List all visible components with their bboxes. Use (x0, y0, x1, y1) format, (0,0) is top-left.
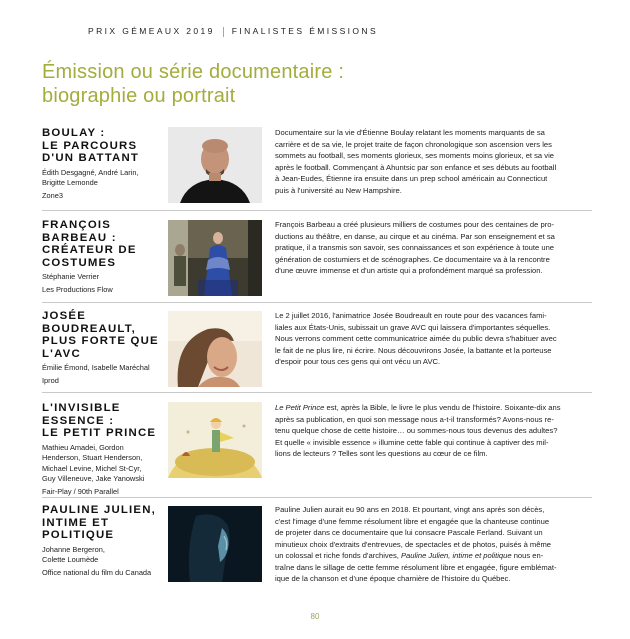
entry-producer: Office national du film du Canada (42, 567, 152, 577)
description-line: pratique, il a transmis son savoir, ses connaissances et son expérience à toute une (275, 243, 555, 252)
description-line: le fait de ne plus lire, ni écrire. Nous découvrirons Josée, la battante et la porteuse (275, 345, 552, 355)
portrait-woman-dark-profile-icon (168, 506, 262, 582)
category-title-line-1: Émission ou série documentaire : (42, 61, 345, 83)
description-line: d'une œuvre immense et d'un artiste qui a profondément marqué sa profession. (275, 266, 543, 275)
entry-title-line: COSTUMES (42, 256, 117, 269)
category-title (42, 60, 344, 108)
entry-title (42, 504, 166, 542)
theatre-stage-costume-icon (168, 220, 262, 296)
entry-title-line: L'INVISIBLE (42, 402, 121, 414)
entry-credits (42, 168, 166, 189)
entry-title-line: PAULINE JULIEN, (42, 504, 156, 516)
entry-info (42, 127, 166, 201)
little-prince-illustration-icon (168, 402, 262, 478)
credit-line: Édith Desgagné, André Larin, (42, 167, 139, 177)
entry-title (42, 219, 166, 269)
page-number: 80 (310, 612, 320, 621)
entry-title-line: INTIME ET (42, 516, 110, 529)
description-line (275, 550, 593, 562)
description-line: c'est l'image d'une femme résolument libre et engagée que la chanteuse continue (275, 516, 550, 526)
description-line: Nous verrons comment cette communicatrice aimée du public devra s'habituer avec (275, 334, 557, 343)
entry-description (275, 127, 593, 196)
entry-producer: Les Productions Flow (42, 284, 113, 294)
entry-producer: Fair-Play / 90th Parallel (42, 486, 119, 496)
description-line: ductions au théâtre, en danse, au cirque et au cinéma. Par son enseignement et sa (275, 231, 555, 241)
description-line: lions de lecteurs ? Telles sont les questions au cœur de ce film. (275, 449, 488, 458)
entry-info (42, 402, 166, 497)
entry-divider (42, 210, 592, 211)
entry-title-line: CRÉATEUR DE (42, 244, 137, 256)
entry-credits (42, 545, 166, 566)
entry-title-line: JOSÉE BOUDREAULT, (42, 310, 136, 335)
entry-title-line: FRANÇOIS BARBEAU : (42, 219, 117, 244)
description-line: après sa publication, en quoi son message nous a-t-il transformés? Avons-nous re- (275, 414, 554, 424)
entry-title-line: L'AVC (42, 347, 81, 360)
entry-info (42, 504, 166, 578)
header-section: FINALISTES ÉMISSIONS (231, 26, 379, 36)
description-line: sommets au football, ses moments glorieux, ses moments moins glorieux, et sa vie (275, 151, 554, 160)
description-line: François Barbeau a créé plusieurs milliers de costumes pour des centaines de pro- (275, 220, 554, 229)
entry-title-line: ESSENCE : (42, 414, 115, 427)
entry-description (275, 310, 593, 368)
category-title-line-2: biographie ou portrait (42, 85, 236, 107)
entry-title-line: POLITIQUE (42, 529, 115, 541)
entry-info (42, 310, 166, 386)
header-separator (223, 27, 224, 37)
entry-producer: Iprod (42, 375, 59, 385)
description-line: Et quelle « invisible essence » illumine cette fable qui continue à captiver des mil- (275, 437, 549, 447)
description-line: Pauline Julien aurait eu 90 ans en 2018. Et pourtant, vingt ans après son décès, (275, 505, 545, 514)
entry-title-line: LE PETIT PRINCE (42, 427, 157, 439)
description-line-rest: est, après la Bible, le livre le plus vendu de l'histoire. Soixante-dix ans (324, 403, 561, 412)
entry-credits (42, 272, 166, 283)
page-header (88, 26, 378, 37)
description-line: tenu quelque chose de cette histoire… ou sommes-nous tous devenus des adultes? (275, 426, 558, 435)
entry-title-line: D'UN BATTANT (42, 152, 140, 164)
book-title: Le Petit Prince (275, 403, 325, 412)
description-line: de projeter dans ce documentaire que lui consacre Pascale Ferland. Suivant un (275, 528, 543, 537)
description-line: à Jean-Eudes, Étienne ira ensuite dans un prep school américain au Connecticut (275, 174, 548, 183)
entry-credits (42, 363, 166, 374)
credit-line: Stéphanie Verrier (42, 272, 100, 281)
description-line: liales aux États-Unis, subissait un grave AVC qui laissera d'importantes séquelles. (275, 322, 551, 332)
entry-description (275, 219, 593, 277)
film-title: Pauline Julien, intime et politique (400, 551, 512, 560)
credit-line: Émilie Émond, Isabelle Maréchal (42, 363, 150, 372)
portrait-bald-man-icon (168, 127, 262, 203)
portrait-woman-looking-up-icon (168, 311, 262, 387)
entry-divider (42, 497, 592, 498)
description-line: minutieux choix d'extraits d'entrevues, de spectacles et de photos, puisés à même (275, 539, 552, 549)
entry-divider (42, 392, 592, 393)
description-line: génération de costumiers et de scénographes. Ce documentaire va à la rencontre (275, 254, 550, 264)
entry-title (42, 310, 166, 360)
credit-line: Michael Levine, Michel St-Cyr, (42, 463, 142, 473)
entry-producer: Zone3 (42, 190, 63, 200)
entry-description (275, 504, 593, 585)
description-line-start: un colossal et riche fonds d'archives, (275, 551, 399, 560)
entry-title-line: PLUS FORTE QUE (42, 335, 159, 347)
entry-description (275, 402, 593, 460)
entry-title-line: LE PARCOURS (42, 139, 138, 152)
entry-info (42, 219, 166, 295)
description-line: carrière et de sa vie, le projet traite de façon chronologique son ascension vers les (275, 139, 552, 149)
description-line: traîne dans le sillage de cette femme résolument libre et engagée, figure emblémat- (275, 562, 557, 572)
description-line: d'espoir pour tous ces gens qui ont vécu un AVC. (275, 357, 441, 366)
credit-line: Colette Loumède (42, 555, 99, 564)
description-line: ique de la chanson et d'une époque charnière de l'histoire du Québec. (275, 574, 511, 583)
credit-line: Guy Villeneuve, Jake Yanowski (42, 474, 145, 483)
entry-title (42, 402, 166, 440)
description-line-end: nous en- (511, 551, 544, 560)
description-line (275, 402, 593, 414)
entry-divider (42, 302, 592, 303)
description-line: puis à l'université au New Hampshire. (275, 185, 402, 195)
description-line: Le 2 juillet 2016, l'animatrice Josée Boudreault en route pour des vacances fami- (275, 311, 547, 320)
credit-line: Johanne Bergeron, (42, 544, 105, 554)
entry-title (42, 127, 166, 165)
credit-line: Brigitte Lemonde (42, 178, 98, 187)
entry-credits (42, 443, 166, 485)
description-line: après le football. Commençant à Ahuntsic par son enfance et ses débuts au football (275, 162, 557, 172)
credit-line: Henderson, Stuart Henderson, (42, 453, 143, 462)
description-line: Documentaire sur la vie d'Étienne Boulay relatant les moments marquants de sa (275, 128, 545, 137)
entry-title-line: BOULAY : (42, 127, 106, 139)
header-event: PRIX GÉMEAUX 2019 (88, 26, 215, 36)
credit-line: Mathieu Amadei, Gordon (42, 442, 124, 452)
